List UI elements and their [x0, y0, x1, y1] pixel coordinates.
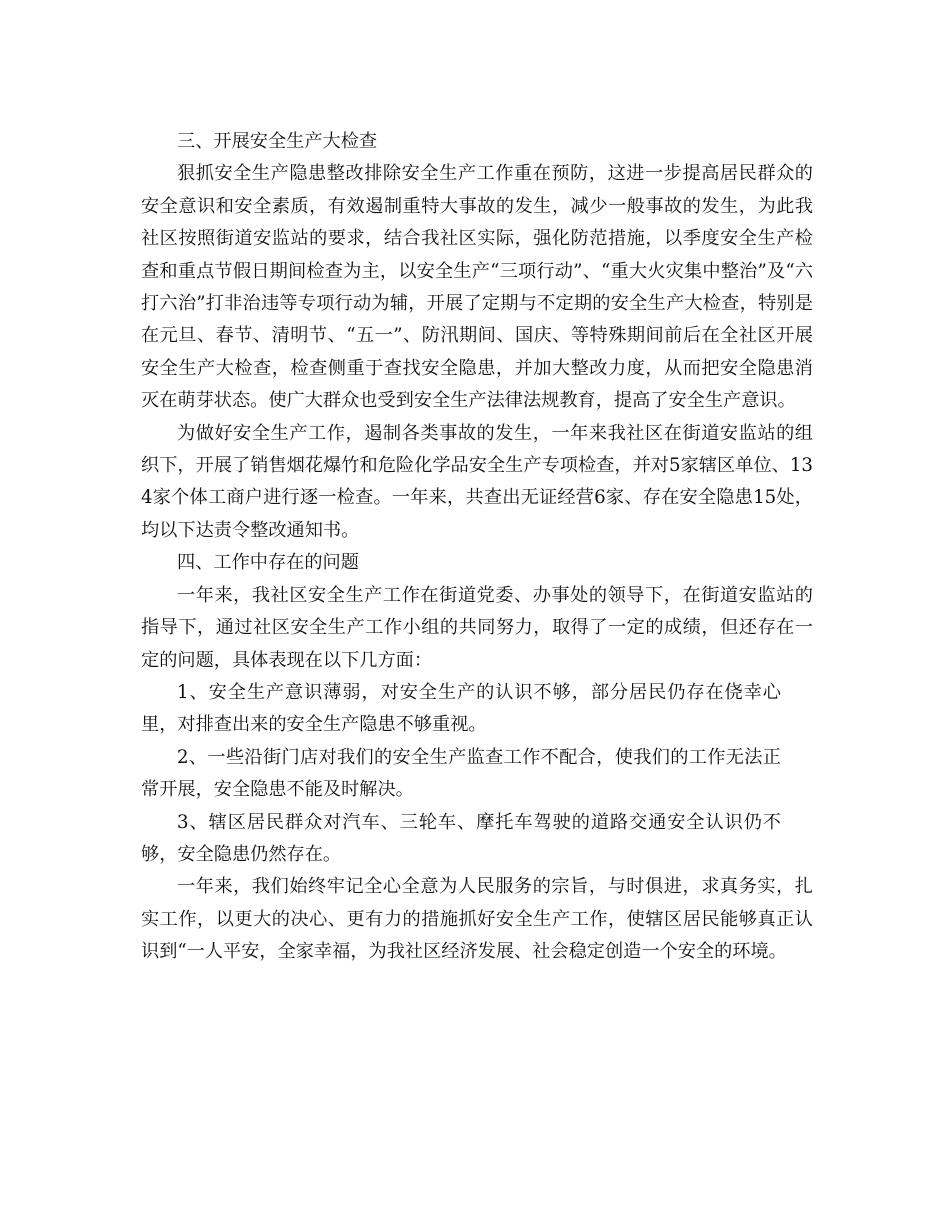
problem-item-1: 1、安全生产意识薄弱，对安全生产的认识不够，部分居民仍存在侥幸心里，对排查出来的安全生产隐患不够重视。 [141, 681, 781, 736]
section-heading-3: 三、开展安全生产大检查 [177, 131, 378, 152]
section-heading-4: 四、工作中存在的问题 [177, 552, 359, 574]
problem-item-2: 2、一些沿街门店对我们的安全生产监查工作不配合，使我们的工作无法正常开展，安全隐患不能及时解决。 [141, 746, 781, 801]
paragraph-inspection-results: 为做好安全生产工作，遏制各类事故的发生，一年来我社区在街道安监站的组织下，开展了销售烟花爆竹和危险化学品安全生产专项检查，并对5家辖区单位、134家个体工商户进行逐一检查。一年来，共查出无证经营6家、存在安全隐患15处，均以下达责令整改通知书。 [141, 422, 813, 541]
problem-item-3: 3、辖区居民群众对汽车、三轮车、摩托车驾驶的道路交通安全认识仍不够，安全隐患仍然存在。 [141, 811, 781, 865]
paragraph-problems-intro: 一年来，我社区安全生产工作在街道党委、办事处的领导下，在街道安监站的指导下，通过社区安全生产工作小组的共同努力，取得了一定的成绩，但还存在一定的问题，具体表现在以下几方面： [141, 584, 813, 671]
document-body [141, 126, 813, 969]
paragraph-inspection: 狠抓安全生产隐患整改排除安全生产工作重在预防，这进一步提高居民群众的安全意识和安全素质，有效遏制重特大事故的发生，减少一般事故的发生，为此我社区按照街道安监站的要求，结合我社区实际，强化防范措施，以季度安全生产检查和重点节假日期间检查为主，以安全生产“三项行动”、“重大火灾集中整治”及“六打六治”打非治违等专项行动为辅，开展了定期与不定期的安全生产大检查，特别是在元旦、春节、清明节、“五一”、防汛期间、国庆、等特殊期间前后在全社区开展安全生产大检查，检查侧重于查找安全隐患，并加大整改力度，从而把安全隐患消灭在萌芽状态。使广大群众也受到安全生产法律法规教育，提高了安全生产意识。 [141, 163, 813, 412]
paragraph-conclusion: 一年来，我们始终牢记全心全意为人民服务的宗旨，与时俱进，求真务实，扎实工作，以更大的决心、更有力的措施抓好安全生产工作，使辖区居民能够真正认识到“一人平安，全家幸福，为我社区经济发展、社会稳定创造一个安全的环境。 [141, 876, 813, 963]
